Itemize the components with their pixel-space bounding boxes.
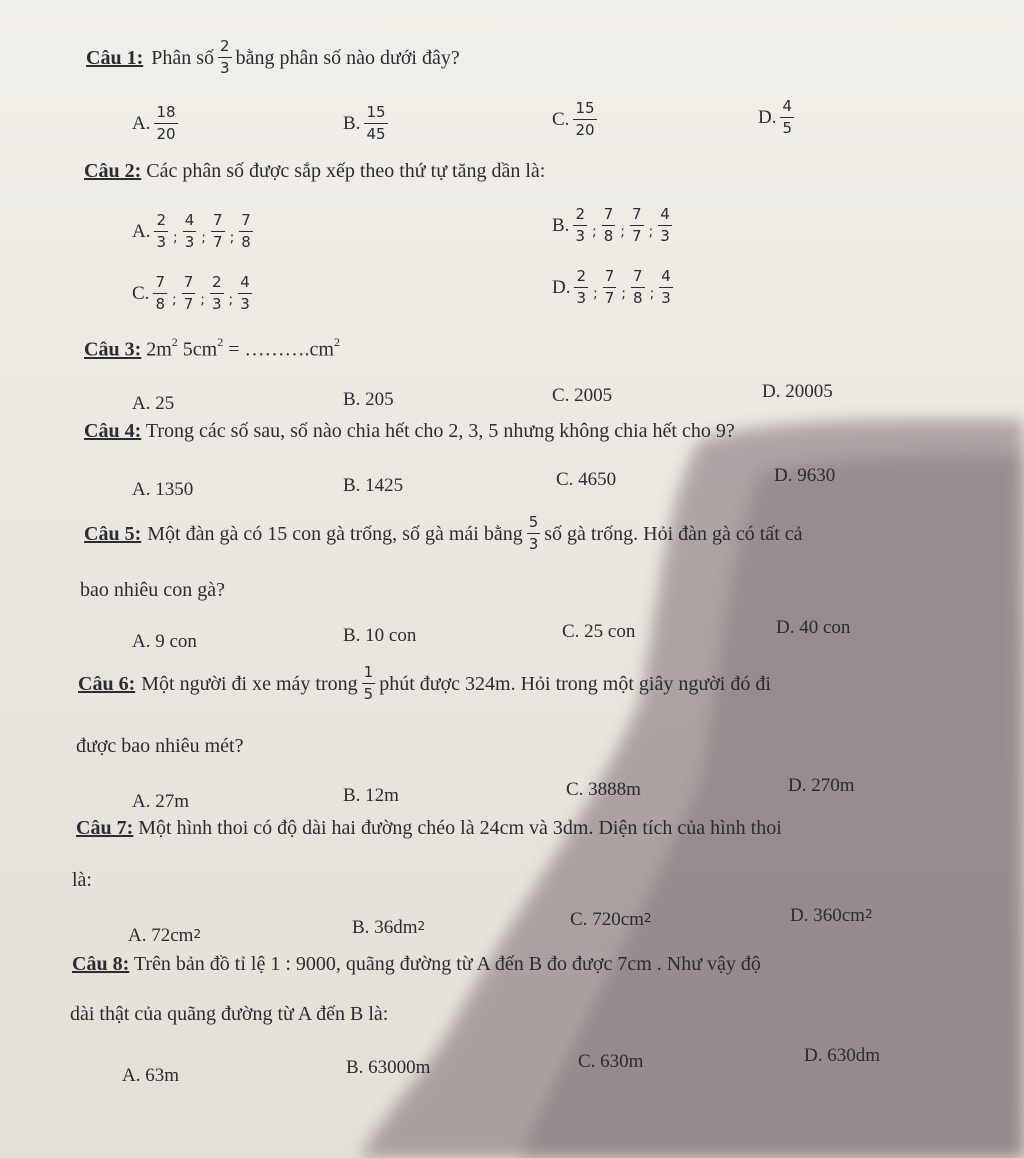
question-label: Câu 2:	[84, 160, 142, 182]
q1-option-c[interactable]: C. $\frac{15}{20}$	[552, 99, 595, 140]
q3-option-b[interactable]: B. 205	[343, 389, 394, 410]
question-8-text-line2: dài thật của quãng đường từ A đến B là:	[70, 1003, 389, 1025]
q6-option-a[interactable]: A. 27m	[132, 791, 189, 812]
q7-option-c[interactable]: C. 720cm $^2$	[570, 909, 652, 930]
q3-option-d[interactable]: D. 20005	[762, 381, 833, 402]
question-6-text: Câu 6: Một người đi xe máy trong $\frac{1}{5}$ phút được 324m. Hỏi trong một giây người đó đi	[78, 663, 771, 704]
q3-option-a[interactable]: A. 25	[132, 393, 175, 414]
q2-option-d[interactable]: D. $\frac{2}{3}$ ; $\frac{7}{7}$ ; $\frac{7}{8}$ ; $\frac{4}{3}$	[552, 267, 671, 308]
question-2-text: Câu 2: Các phân số được sắp xếp theo thứ tự tăng dần là:	[84, 160, 546, 182]
question-5-text-line2: bao nhiêu con gà?	[80, 579, 225, 601]
q7-option-a[interactable]: A. 72cm $^2$	[128, 925, 202, 946]
q8-option-b[interactable]: B. 63000m	[346, 1057, 431, 1078]
q5-option-a[interactable]: A. 9 con	[132, 631, 197, 652]
question-label: Câu 5:	[84, 522, 142, 545]
question-1-text: Câu 1: Phân số $\frac{2}{3}$ bằng phân số nào dưới đây?	[86, 37, 460, 78]
q8-option-c[interactable]: C. 630m	[578, 1051, 644, 1072]
q5-option-d[interactable]: D. 40 con	[776, 617, 851, 638]
q6-option-d[interactable]: D. 270m	[788, 775, 855, 796]
q3-option-c[interactable]: C. 2005	[552, 385, 613, 406]
q7-option-b[interactable]: B. 36dm $^2$	[352, 917, 426, 938]
answer-blank[interactable]: ……….	[244, 338, 310, 361]
question-4-text: Câu 4: Trong các số sau, số nào chia hết cho 2, 3, 5 nhưng không chia hết cho 9?	[84, 420, 735, 442]
question-8-text: Câu 8: Trên bản đồ tỉ lệ 1 : 9000, quãng đường từ A đến B đo được 7cm . Như vậy độ	[72, 953, 761, 975]
question-7-text-line2: là:	[72, 869, 92, 891]
fraction: $\frac{5}{3}$	[528, 513, 539, 554]
question-label: Câu 1:	[86, 46, 144, 69]
question-5-text: Câu 5: Một đàn gà có 15 con gà trống, số gà mái bằng $\frac{5}{3}$ số gà trống. Hỏi đàn gà có tất cả	[84, 513, 803, 554]
q1-option-a[interactable]: A. $\frac{18}{20}$	[132, 103, 176, 144]
question-6-text-line2: được bao nhiêu mét?	[76, 735, 244, 757]
q6-option-b[interactable]: B. 12m	[343, 785, 399, 806]
q5-option-c[interactable]: C. 25 con	[562, 621, 636, 642]
q4-option-b[interactable]: B. 1425	[343, 475, 404, 496]
question-label: Câu 4:	[84, 420, 142, 442]
question-label: Câu 7:	[76, 817, 134, 839]
q5-option-b[interactable]: B. 10 con	[343, 625, 417, 646]
question-label: Câu 3:	[84, 338, 142, 361]
q8-option-a[interactable]: A. 63m	[122, 1065, 179, 1086]
question-7-text: Câu 7: Một hình thoi có độ dài hai đường chéo là 24cm và 3dm. Diện tích của hình thoi	[76, 817, 782, 839]
q2-option-b[interactable]: B. $\frac{2}{3}$ ; $\frac{7}{8}$ ; $\frac{7}{7}$ ; $\frac{4}{3}$	[552, 205, 670, 246]
fraction: $\frac{1}{5}$	[363, 663, 374, 704]
q1-option-b[interactable]: B. $\frac{15}{45}$	[343, 103, 386, 144]
question-label: Câu 6:	[78, 672, 136, 695]
q2-option-a[interactable]: A. $\frac{2}{3}$ ; $\frac{4}{3}$ ; $\frac{7}{7}$ ; $\frac{7}{8}$	[132, 211, 251, 252]
q4-option-d[interactable]: D. 9630	[774, 465, 836, 486]
question-label: Câu 8:	[72, 953, 130, 975]
q4-option-c[interactable]: C. 4650	[556, 469, 617, 490]
q1-option-d[interactable]: D. $\frac{4}{5}$	[758, 97, 793, 138]
q4-option-a[interactable]: A. 1350	[132, 479, 194, 500]
q6-option-c[interactable]: C. 3888m	[566, 779, 641, 800]
fraction: $\frac{2}{3}$	[220, 37, 230, 78]
q2-option-c[interactable]: C. $\frac{7}{8}$ ; $\frac{7}{7}$ ; $\frac{2}{3}$ ; $\frac{4}{3}$	[132, 273, 250, 314]
q7-option-d[interactable]: D. 360cm $^2$	[790, 905, 873, 926]
q8-option-d[interactable]: D. 630dm	[804, 1045, 880, 1066]
question-3-text: Câu 3: $2m^2$ $5cm^2$ = $\dots\dots\dots.cm^2$	[84, 335, 340, 361]
